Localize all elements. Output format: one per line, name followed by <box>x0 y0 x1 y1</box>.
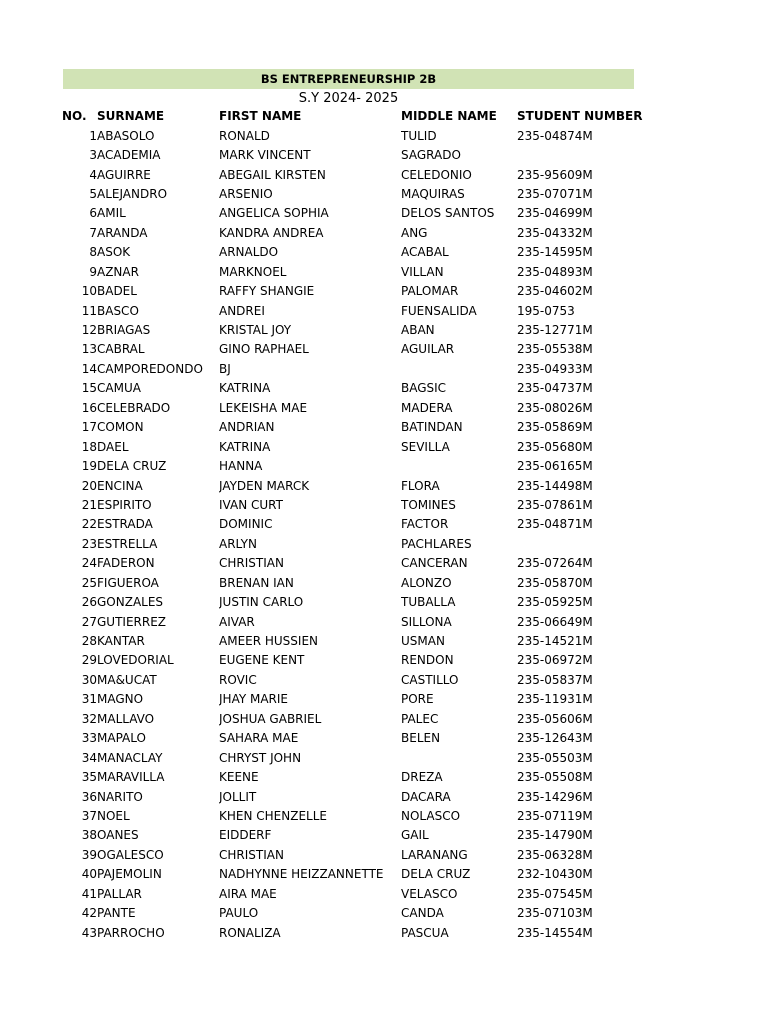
student-number-cell: 235-12643M <box>517 731 593 746</box>
middle-name-cell <box>401 748 517 767</box>
row-number: 8 <box>89 245 97 260</box>
surname-cell: DAEL <box>97 439 129 454</box>
table-row <box>62 846 647 865</box>
table-row <box>62 185 647 204</box>
student-number-cell: 235-04893M <box>517 264 593 279</box>
table-row <box>62 632 647 651</box>
student-number-cell: 235-05870M <box>517 575 593 590</box>
student-number-cell: 235-06649M <box>517 614 593 629</box>
middle-name-cell: TULID <box>401 128 437 143</box>
table-row <box>62 923 647 942</box>
surname-cell: ENCINA <box>97 478 143 493</box>
surname-cell: NARITO <box>97 789 143 804</box>
first-name-cell: JOSHUA GABRIEL <box>219 711 322 726</box>
first-name-cell: CHRISTIAN <box>219 847 284 862</box>
middle-name-cell: CANCERAN <box>401 556 468 571</box>
middle-name-cell: CASTILLO <box>401 672 459 687</box>
first-name-cell: NADHYNNE HEIZZANNETTE <box>219 867 384 882</box>
row-number: 13 <box>81 342 97 357</box>
first-name-cell: BJ <box>219 361 231 376</box>
row-number: 31 <box>81 692 97 707</box>
student-number-cell: 195-0753 <box>517 303 575 318</box>
row-number: 11 <box>81 303 97 318</box>
middle-name-cell: RENDON <box>401 653 454 668</box>
table-row <box>62 476 647 495</box>
surname-cell: BRIAGAS <box>97 323 151 338</box>
first-name-cell: ANGELICA SOPHIA <box>219 206 329 221</box>
table-row <box>62 165 647 184</box>
table-row <box>62 399 647 418</box>
middle-name-cell: BELEN <box>401 731 441 746</box>
first-name-cell: JUSTIN CARLO <box>219 595 304 610</box>
surname-cell: ESPIRITO <box>97 497 152 512</box>
middle-name-cell: PORE <box>401 692 434 707</box>
middle-name-cell: PALOMAR <box>401 284 459 299</box>
table-row <box>62 418 647 437</box>
middle-name-cell: DACARA <box>401 789 451 804</box>
first-name-cell: ANDRIAN <box>219 420 275 435</box>
surname-cell: MALLAVO <box>97 711 155 726</box>
row-number: 29 <box>81 653 97 668</box>
first-name-cell: JAYDEN MARCK <box>219 478 310 493</box>
first-name-cell: KATRINA <box>219 439 271 454</box>
first-name-cell: RONALIZA <box>219 925 281 940</box>
row-number: 37 <box>81 808 97 823</box>
surname-cell: COMON <box>97 420 144 435</box>
middle-name-cell: NOLASCO <box>401 808 461 823</box>
middle-name-cell: CELEDONIO <box>401 167 472 182</box>
student-number-cell: 235-07861M <box>517 497 593 512</box>
row-number: 35 <box>81 770 97 785</box>
student-number-cell: 235-11931M <box>517 692 593 707</box>
table-row <box>62 204 647 223</box>
student-number-cell: 235-05925M <box>517 595 593 610</box>
surname-cell: MAPALO <box>97 731 146 746</box>
first-name-cell: CHRISTIAN <box>219 556 284 571</box>
table-row <box>62 593 647 612</box>
middle-name-cell: FUENSALIDA <box>401 303 477 318</box>
row-number: 3 <box>89 148 97 163</box>
row-number: 12 <box>81 323 97 338</box>
table-row <box>62 554 647 573</box>
row-number: 38 <box>81 828 97 843</box>
surname-cell: NOEL <box>97 808 130 823</box>
first-name-cell: ABEGAIL KIRSTEN <box>219 167 326 182</box>
middle-name-cell: TOMINES <box>401 497 456 512</box>
middle-name-cell: USMAN <box>401 634 445 649</box>
student-number-cell: 235-07119M <box>517 808 593 823</box>
table-row <box>62 224 647 243</box>
surname-cell: MAGNO <box>97 692 144 707</box>
student-number-cell: 235-14498M <box>517 478 593 493</box>
surname-cell: FIGUEROA <box>97 575 159 590</box>
student-number-cell: 235-05869M <box>517 420 593 435</box>
row-number: 25 <box>81 575 97 590</box>
first-name-cell: ROVIC <box>219 672 257 687</box>
row-number: 34 <box>81 750 97 765</box>
row-number: 17 <box>81 420 97 435</box>
surname-cell: CABRAL <box>97 342 145 357</box>
table-row <box>62 126 647 145</box>
first-name-cell: JHAY MARIE <box>219 692 289 707</box>
first-name-cell: KATRINA <box>219 381 271 396</box>
table-row <box>62 379 647 398</box>
table-row <box>62 904 647 923</box>
surname-cell: ESTRADA <box>97 517 153 532</box>
student-number-cell: 235-12771M <box>517 323 593 338</box>
student-number-cell: 235-14554M <box>517 925 593 940</box>
student-number-cell: 235-07071M <box>517 186 593 201</box>
row-number: 27 <box>81 614 97 629</box>
row-number: 22 <box>81 517 97 532</box>
middle-name-cell: FLORA <box>401 478 440 493</box>
surname-cell: DELA CRUZ <box>97 459 167 474</box>
surname-cell: BADEL <box>97 284 137 299</box>
surname-cell: PALLAR <box>97 886 142 901</box>
first-name-cell: MARK VINCENT <box>219 148 311 163</box>
header-middle-name: MIDDLE NAME <box>401 109 497 124</box>
surname-cell: CAMPOREDONDO <box>97 361 203 376</box>
surname-cell: OANES <box>97 828 139 843</box>
first-name-cell: ARSENIO <box>219 186 273 201</box>
row-number: 19 <box>81 459 97 474</box>
row-number: 36 <box>81 789 97 804</box>
student-number-cell: 235-07103M <box>517 906 593 921</box>
middle-name-cell: VILLAN <box>401 264 444 279</box>
first-name-cell: EIDDERF <box>219 828 272 843</box>
student-number-cell: 235-04737M <box>517 381 593 396</box>
table-row <box>62 826 647 845</box>
student-number-cell: 235-06328M <box>517 847 593 862</box>
first-name-cell: PAULO <box>219 906 259 921</box>
table-row <box>62 263 647 282</box>
student-number-cell: 235-05538M <box>517 342 593 357</box>
row-number: 26 <box>81 595 97 610</box>
surname-cell: PANTE <box>97 906 136 921</box>
first-name-cell: BRENAN IAN <box>219 575 294 590</box>
student-number-cell: 235-04332M <box>517 225 593 240</box>
surname-cell: PAJEMOLIN <box>97 867 162 882</box>
row-number: 1 <box>89 128 97 143</box>
student-number-cell: 235-04874M <box>517 128 593 143</box>
middle-name-cell: MADERA <box>401 400 453 415</box>
row-number: 39 <box>81 847 97 862</box>
table-row <box>62 671 647 690</box>
first-name-cell: RAFFY SHANGIE <box>219 284 315 299</box>
surname-cell: OGALESCO <box>97 847 164 862</box>
middle-name-cell: PALEC <box>401 711 439 726</box>
surname-cell: CAMUA <box>97 381 141 396</box>
middle-name-cell <box>401 360 517 379</box>
table-row <box>62 340 647 359</box>
row-number: 33 <box>81 731 97 746</box>
first-name-cell: KEENE <box>219 770 259 785</box>
table-row <box>62 515 647 534</box>
middle-name-cell: SILLONA <box>401 614 452 629</box>
surname-cell: MARAVILLA <box>97 770 165 785</box>
row-number: 21 <box>81 497 97 512</box>
student-number-cell: 235-05508M <box>517 770 593 785</box>
surname-cell: MA&UCAT <box>97 672 157 687</box>
row-number: 32 <box>81 711 97 726</box>
surname-cell: AGUIRRE <box>97 167 151 182</box>
row-number: 6 <box>89 206 97 221</box>
row-number: 9 <box>89 264 97 279</box>
row-number: 23 <box>81 536 97 551</box>
table-row <box>62 146 647 165</box>
table-row <box>62 787 647 806</box>
row-number: 10 <box>81 284 97 299</box>
first-name-cell: CHRYST JOHN <box>219 750 302 765</box>
row-number: 43 <box>81 925 97 940</box>
table-row <box>62 282 647 301</box>
row-number: 30 <box>81 672 97 687</box>
middle-name-cell: AGUILAR <box>401 342 455 357</box>
surname-cell: AZNAR <box>97 264 139 279</box>
table-row <box>62 612 647 631</box>
first-name-cell: ARNALDO <box>219 245 279 260</box>
student-number-cell: 235-04699M <box>517 206 593 221</box>
table-row <box>62 301 647 320</box>
roster-body <box>62 126 647 942</box>
surname-cell: MANACLAY <box>97 750 163 765</box>
first-name-cell: IVAN CURT <box>219 497 283 512</box>
first-name-cell: SAHARA MAE <box>219 731 299 746</box>
row-number: 41 <box>81 886 97 901</box>
surname-cell: ARANDA <box>97 225 148 240</box>
row-number: 14 <box>81 361 97 376</box>
surname-cell: ABASOLO <box>97 128 155 143</box>
row-number: 42 <box>81 906 97 921</box>
student-number-cell: 235-04933M <box>517 361 593 376</box>
header-no: NO. <box>62 109 87 124</box>
header-row <box>62 107 647 126</box>
table-row <box>62 574 647 593</box>
table-row <box>62 729 647 748</box>
surname-cell: PARROCHO <box>97 925 165 940</box>
middle-name-cell <box>401 457 517 476</box>
middle-name-cell: BATINDAN <box>401 420 463 435</box>
first-name-cell: LEKEISHA MAE <box>219 400 308 415</box>
row-number: 16 <box>81 400 97 415</box>
student-number-cell: 235-06972M <box>517 653 593 668</box>
student-number-cell: 235-04871M <box>517 517 593 532</box>
surname-cell: ASOK <box>97 245 131 260</box>
table-row <box>62 321 647 340</box>
class-title: BS ENTREPRENEURSHIP 2B <box>63 69 634 89</box>
student-number-cell: 235-14296M <box>517 789 593 804</box>
middle-name-cell: DELOS SANTOS <box>401 206 495 221</box>
first-name-cell: AIVAR <box>219 614 255 629</box>
first-name-cell: KANDRA ANDREA <box>219 225 324 240</box>
table-row <box>62 651 647 670</box>
table-row <box>62 496 647 515</box>
student-number-cell: 235-04602M <box>517 284 593 299</box>
surname-cell: GONZALES <box>97 595 164 610</box>
first-name-cell: EUGENE KENT <box>219 653 305 668</box>
row-number: 40 <box>81 867 97 882</box>
table-row <box>62 865 647 884</box>
first-name-cell: KRISTAL JOY <box>219 323 292 338</box>
student-number-cell: 235-95609M <box>517 167 593 182</box>
table-row <box>62 768 647 787</box>
surname-cell: ALEJANDRO <box>97 186 168 201</box>
first-name-cell: AIRA MAE <box>219 886 277 901</box>
middle-name-cell: VELASCO <box>401 886 458 901</box>
middle-name-cell: DELA CRUZ <box>401 867 471 882</box>
middle-name-cell: DREZA <box>401 770 443 785</box>
first-name-cell: MARKNOEL <box>219 264 287 279</box>
student-number-cell: 235-05837M <box>517 672 593 687</box>
first-name-cell: AMEER HUSSIEN <box>219 634 319 649</box>
surname-cell: CELEBRADO <box>97 400 171 415</box>
middle-name-cell: FACTOR <box>401 517 449 532</box>
row-number: 20 <box>81 478 97 493</box>
row-number: 7 <box>89 225 97 240</box>
student-number-cell: 235-07545M <box>517 886 593 901</box>
student-number-cell <box>517 535 647 554</box>
surname-cell: AMIL <box>97 206 126 221</box>
middle-name-cell: ANG <box>401 225 428 240</box>
surname-cell: KANTAR <box>97 634 145 649</box>
row-number: 5 <box>89 186 97 201</box>
table-row <box>62 748 647 767</box>
first-name-cell: ARLYN <box>219 536 257 551</box>
middle-name-cell: GAIL <box>401 828 429 843</box>
student-number-cell: 235-14790M <box>517 828 593 843</box>
row-number: 4 <box>89 167 97 182</box>
table-row <box>62 243 647 262</box>
first-name-cell: ANDREI <box>219 303 265 318</box>
surname-cell: BASCO <box>97 303 139 318</box>
middle-name-cell: SAGRADO <box>401 148 461 163</box>
first-name-cell: KHEN CHENZELLE <box>219 808 327 823</box>
table-row <box>62 690 647 709</box>
table-row <box>62 360 647 379</box>
middle-name-cell: ACABAL <box>401 245 449 260</box>
middle-name-cell: TUBALLA <box>401 595 456 610</box>
table-row <box>62 457 647 476</box>
surname-cell: GUTIERREZ <box>97 614 167 629</box>
first-name-cell: JOLLIT <box>219 789 257 804</box>
student-number-cell: 235-07264M <box>517 556 593 571</box>
first-name-cell: RONALD <box>219 128 270 143</box>
student-number-cell: 235-14595M <box>517 245 593 260</box>
middle-name-cell: ABAN <box>401 323 435 338</box>
student-number-cell: 235-05606M <box>517 711 593 726</box>
first-name-cell: DOMINIC <box>219 517 273 532</box>
surname-cell: ESTRELLA <box>97 536 158 551</box>
student-number-cell: 235-08026M <box>517 400 593 415</box>
table-row <box>62 885 647 904</box>
middle-name-cell: SEVILLA <box>401 439 450 454</box>
surname-cell: LOVEDORIAL <box>97 653 174 668</box>
table-row <box>62 437 647 456</box>
row-number: 15 <box>81 381 97 396</box>
header-surname: SURNAME <box>97 109 165 124</box>
student-number-cell <box>517 146 647 165</box>
table-row <box>62 710 647 729</box>
middle-name-cell: PACHLARES <box>401 536 472 551</box>
student-number-cell: 235-06165M <box>517 459 593 474</box>
middle-name-cell: CANDA <box>401 906 444 921</box>
student-roster-table <box>62 107 647 943</box>
header-student-number: STUDENT NUMBER <box>517 109 643 124</box>
surname-cell: FADERON <box>97 556 155 571</box>
student-number-cell: 235-05680M <box>517 439 593 454</box>
table-row <box>62 807 647 826</box>
school-year: S.Y 2024- 2025 <box>298 91 399 106</box>
middle-name-cell: LARANANG <box>401 847 468 862</box>
middle-name-cell: BAGSIC <box>401 381 447 396</box>
middle-name-cell: ALONZO <box>401 575 452 590</box>
student-number-cell: 235-14521M <box>517 634 593 649</box>
middle-name-cell: PASCUA <box>401 925 449 940</box>
surname-cell: ACADEMIA <box>97 148 161 163</box>
table-row <box>62 535 647 554</box>
row-number: 24 <box>81 556 97 571</box>
student-number-cell: 235-05503M <box>517 750 593 765</box>
student-number-cell: 232-10430M <box>517 867 593 882</box>
first-name-cell: HANNA <box>219 459 263 474</box>
header-first-name: FIRST NAME <box>219 109 302 124</box>
middle-name-cell: MAQUIRAS <box>401 186 465 201</box>
row-number: 28 <box>81 634 97 649</box>
first-name-cell: GINO RAPHAEL <box>219 342 309 357</box>
row-number: 18 <box>81 439 97 454</box>
